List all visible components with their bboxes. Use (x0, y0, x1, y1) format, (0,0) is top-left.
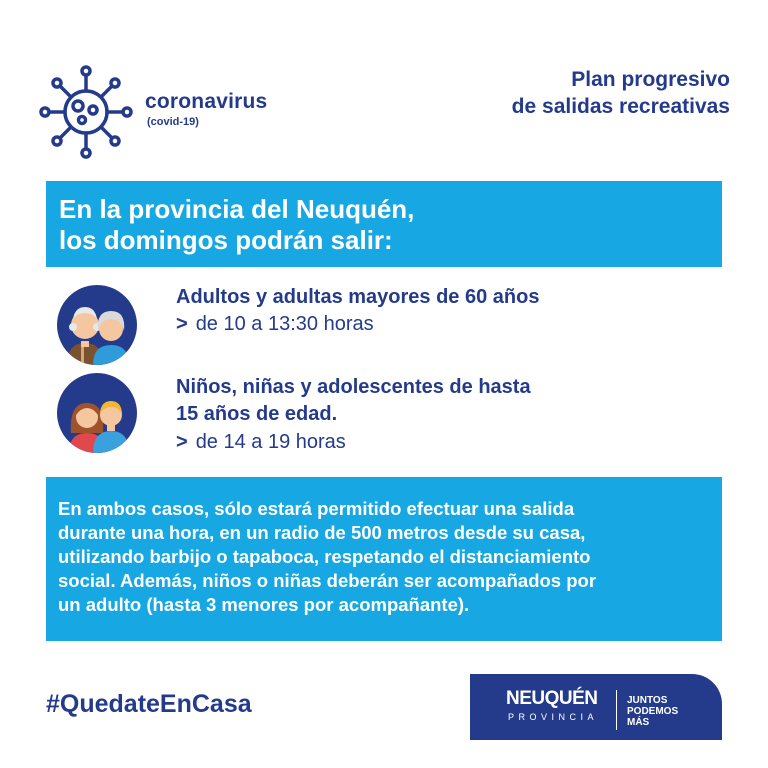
info-line-1: En ambos casos, sólo estará permitido efectuar una salida (58, 498, 575, 519)
brand-subtitle: (covid-19) (147, 116, 199, 128)
info-line-2: durante una hora, en un radio de 500 metros desde su casa, (58, 522, 586, 543)
slogan-line-3: MÁS (627, 717, 650, 728)
plan-title (410, 66, 730, 120)
arrow-icon: > (176, 313, 188, 335)
adults-group-time (176, 313, 374, 336)
banner-line-1: En la provincia del Neuquén, (59, 194, 415, 224)
info-line-5: un adulto (hasta 3 menores por acompañante). (58, 594, 470, 615)
adults-time-text: de 10 a 13:30 horas (195, 313, 374, 335)
banner-line-2: los domingos podrán salir: (59, 225, 393, 255)
children-group-time (176, 431, 346, 454)
children-group-title-line2: 15 años de edad. (176, 403, 338, 425)
children-group-title-line1: Niños, niñas y adolescentes de hasta (176, 376, 531, 398)
plan-title-line1: Plan progresivo (571, 68, 730, 91)
children-icon (57, 373, 137, 453)
arrow-icon: > (176, 431, 188, 453)
hashtag: #QuedateEnCasa (46, 690, 252, 718)
plan-title-line2: de salidas recreativas (511, 95, 730, 118)
logo-province: PROVINCIA (508, 712, 599, 722)
adults-group-title: Adultos y adultas mayores de 60 años (176, 286, 540, 308)
slogan-line-1: JUNTOS (627, 695, 668, 706)
elderly-couple-icon (57, 285, 137, 365)
neuquen-logo (470, 674, 722, 740)
info-box (46, 477, 722, 641)
logo-name: NEUQUÉN (506, 688, 598, 709)
slogan-line-2: PODEMOS (627, 706, 679, 717)
info-line-3: utilizando barbijo o tapaboca, respetando el distanciamiento (58, 546, 591, 567)
brand-title: coronavirus (145, 90, 268, 113)
virus-icon (36, 62, 136, 162)
logo-divider (616, 690, 617, 730)
children-time-text: de 14 a 19 horas (195, 431, 346, 453)
info-line-4: social. Además, niños o niñas deberán ser acompañados por (58, 570, 597, 591)
headline-banner (46, 181, 722, 267)
